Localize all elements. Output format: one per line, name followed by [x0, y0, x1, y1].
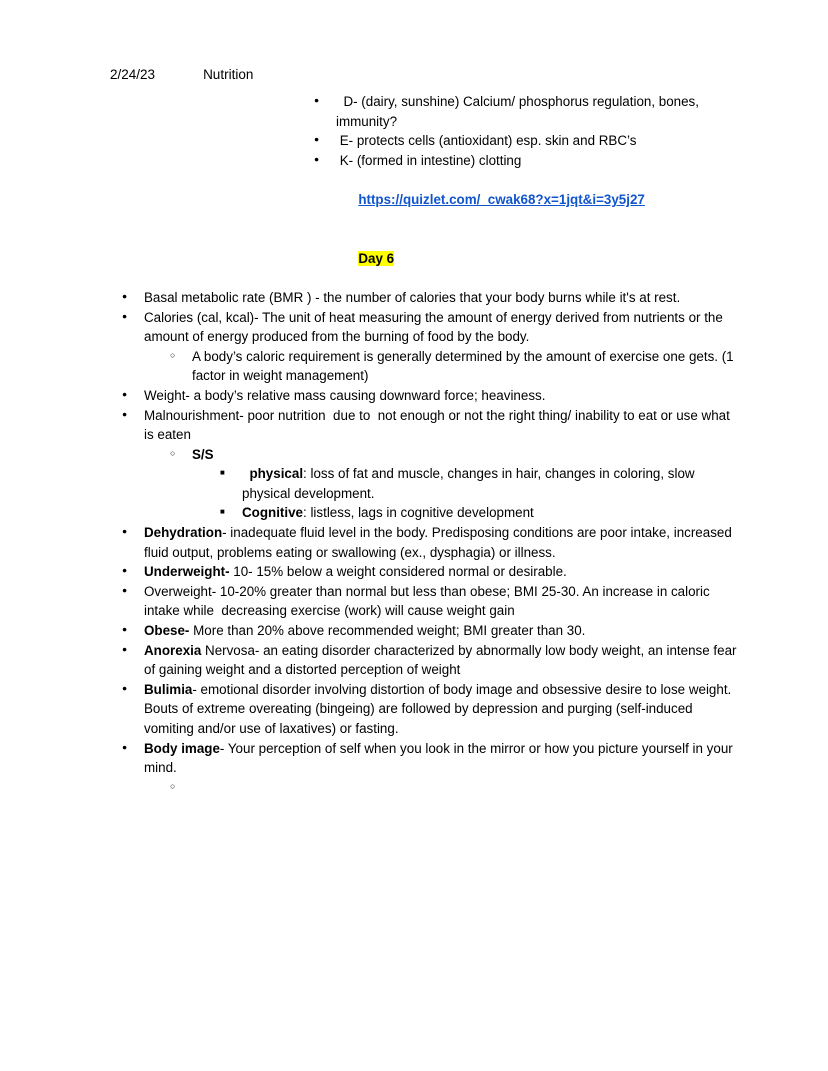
dehydration-label: Dehydration	[144, 525, 223, 541]
body-image-text: - Your perception of self when you look in the mirror or how you picture yourself in your mind.	[144, 740, 737, 776]
list-item	[118, 386, 738, 406]
list-item	[118, 406, 738, 445]
list-item	[118, 562, 738, 582]
list-item	[118, 288, 738, 308]
malnourishment-text: Malnourishment- poor nutrition due to not enough or not the right thing/ inability to eat or use what is eaten	[144, 407, 734, 443]
weight-text: Weight- a body’s relative mass causing downward force; heaviness.	[144, 387, 546, 403]
disc-bullet-icon	[122, 562, 138, 584]
list-item	[118, 582, 738, 621]
disc-bullet-icon	[122, 308, 138, 330]
list-item	[216, 503, 738, 523]
disc-bullet-icon	[122, 680, 138, 702]
list-item	[118, 641, 741, 680]
body-image-label: Body image	[144, 740, 220, 756]
disc-bullet-icon	[122, 739, 138, 761]
bulimia-text: - emotional disorder involving distortion of body image and obsessive desire to lose weight. Bouts of extreme overeating (bingeing) are followed by depression and purging (self-induced vomiting and/or use of laxatives) or fasting.	[144, 681, 736, 736]
list-item	[166, 347, 738, 386]
circle-bullet-icon	[170, 445, 186, 467]
obese-label: Obese-	[144, 623, 190, 639]
underweight-text: 10- 15% below a weight considered normal or desirable.	[229, 564, 567, 580]
square-bullet-icon	[220, 503, 236, 525]
physical-label: physical	[249, 466, 304, 482]
disc-bullet-icon	[314, 151, 330, 173]
list-item	[216, 464, 738, 503]
list-item	[310, 131, 710, 151]
underweight-label: Underweight-	[144, 564, 230, 580]
list-item	[118, 680, 738, 739]
day-heading-row	[310, 229, 736, 288]
bmr-text: Basal metabolic rate (BMR ) - the number of calories that your body burns while it's at rest.	[144, 289, 681, 305]
calories-sub-text: A body’s caloric requirement is generally determined by the amount of exercise one gets. (1 factor in weight management)	[192, 348, 738, 384]
calories-text: Calories (cal, kcal)- The unit of heat measuring the amount of energy derived from nutrients or the amount of energy produced from the burning of food by the body.	[144, 309, 727, 345]
disc-bullet-icon	[122, 386, 138, 408]
ss-label: S/S	[192, 446, 214, 462]
disc-bullet-icon	[122, 406, 138, 428]
dehydration-text: - inadequate fluid level in the body. Predisposing conditions are poor intake, increased fluid output, problems eating or swallowing (ex., dysphagia) or illness.	[144, 525, 736, 560]
overweight-text: Overweight- 10-20% greater than normal but less than obese; BMI 25-30. An increase in caloric intake while decreasing exercise (work) will cause weight gain	[144, 583, 714, 619]
circle-bullet-icon	[170, 778, 186, 800]
anorexia-text: Nervosa- an eating disorder characterized by abnormally low body weight, an intense fear of gaining weight and a distorted perception of weight	[144, 642, 741, 678]
quizlet-link-row	[310, 170, 736, 229]
list-item	[118, 308, 738, 347]
vitamin-d-text: D- (dairy, sunshine) Calcium/ phosphorus regulation, bones, immunity?	[336, 94, 703, 129]
bulimia-label: Bulimia	[144, 681, 193, 697]
disc-bullet-icon	[122, 641, 138, 663]
disc-bullet-icon	[122, 582, 138, 604]
square-bullet-icon	[220, 464, 236, 486]
disc-bullet-icon	[122, 523, 138, 545]
cognitive-text: : listless, lags in cognitive development	[303, 505, 534, 521]
circle-bullet-icon	[170, 347, 186, 369]
day-heading: Day 6	[358, 250, 395, 266]
quizlet-link[interactable]: https://quizlet.com/_cwak68?x=1jqt&i=3y5j27	[358, 191, 645, 207]
obese-text: More than 20% above recommended weight; BMI greater than 30.	[189, 623, 586, 639]
disc-bullet-icon	[314, 92, 330, 114]
vitamin-e-text: E- protects cells (antioxidant) esp. skin and RBC’s	[336, 133, 637, 149]
list-item	[118, 523, 738, 562]
disc-bullet-icon	[314, 131, 330, 153]
list-item	[118, 739, 738, 778]
physical-text: : loss of fat and muscle, changes in hair, changes in coloring, slow physical development.	[242, 466, 699, 501]
list-item	[166, 445, 738, 465]
header-title: Nutrition	[203, 67, 254, 82]
list-item	[118, 621, 738, 641]
document-body	[0, 92, 828, 778]
anorexia-label: Anorexia	[144, 642, 202, 658]
header-date: 2/24/23	[110, 67, 156, 82]
disc-bullet-icon	[122, 288, 138, 310]
disc-bullet-icon	[122, 621, 138, 643]
list-item	[310, 92, 710, 131]
vitamin-k-text: K- (formed in intestine) clotting	[336, 152, 522, 168]
list-item	[310, 151, 710, 171]
cognitive-label: Cognitive	[242, 505, 304, 521]
